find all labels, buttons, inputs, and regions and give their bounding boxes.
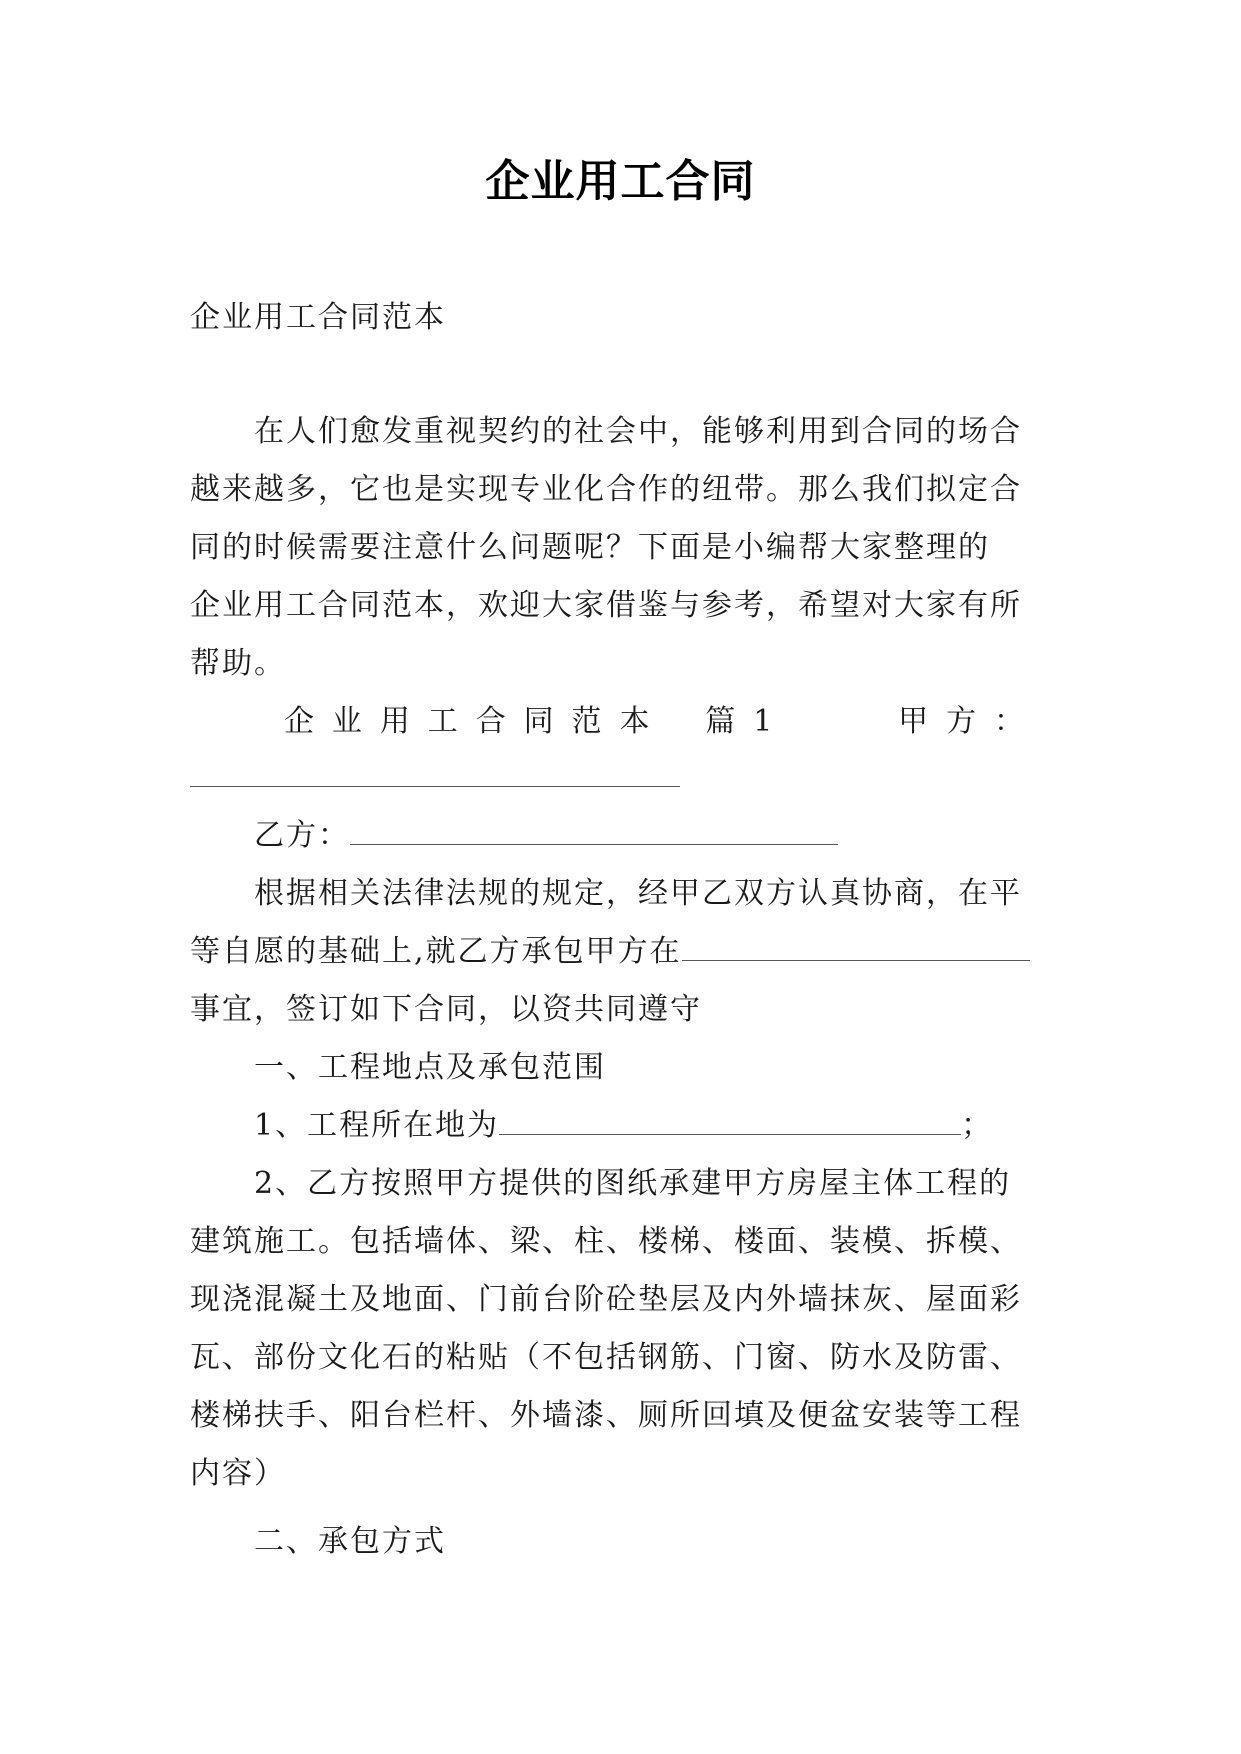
item2-line-2: 建筑施工。包括墙体、梁、柱、楼梯、楼面、装模、拆模、	[190, 1224, 1022, 1259]
document-title: 企业用工合同	[485, 156, 756, 207]
heading-char: 工	[427, 704, 458, 739]
heading-char: 用	[379, 704, 410, 739]
heading-char: 业	[331, 704, 362, 739]
heading-char: 范	[571, 704, 602, 739]
heading-char: 1	[753, 704, 773, 739]
basis-line-3: 事宜，签订如下合同，以资共同遵守	[190, 992, 702, 1027]
heading-char: 本	[619, 704, 650, 739]
item1-line	[254, 1104, 1050, 1148]
item1-end: ；	[961, 1108, 994, 1143]
section2-heading: 二、承包方式	[254, 1524, 446, 1559]
party-b-blank	[350, 814, 838, 845]
document-subtitle: 企业用工合同范本	[190, 300, 446, 335]
party-b-label: 乙方：	[254, 818, 350, 853]
heading-char: 篇	[705, 704, 736, 739]
intro-line-4: 企业用工合同范本，欢迎大家借鉴与参考，希望对大家有所	[190, 588, 1022, 623]
intro-line-5: 帮助。	[190, 646, 286, 681]
item2-line-4: 瓦、部份文化石的粘贴（不包括钢筋、门窗、防水及防雷、	[190, 1340, 1022, 1375]
basis-line-2-text: 等自愿的基础上,就乙方承包甲方在	[190, 934, 682, 969]
intro-line-1: 在人们愈发重视契约的社会中，能够利用到合同的场合	[254, 414, 1022, 449]
party-a-blank	[190, 786, 680, 787]
item2-line-3: 现浇混凝土及地面、门前台阶砼垫层及内外墙抹灰、屋面彩	[190, 1282, 1022, 1317]
project-blank	[682, 930, 1030, 961]
heading-char: 甲	[898, 704, 929, 739]
intro-line-3: 同的时候需要注意什么问题呢？下面是小编帮大家整理的	[190, 530, 990, 565]
item2-line-6: 内容）	[190, 1456, 286, 1491]
heading-char: 方	[946, 704, 977, 739]
intro-line-2: 越来越多，它也是实现专业化合作的纽带。那么我们拟定合	[190, 472, 1022, 507]
basis-line-2	[190, 930, 1050, 974]
party-b-line	[254, 814, 1050, 858]
heading-char: ：	[994, 704, 1024, 739]
item1-label: 1、工程所在地为	[254, 1108, 500, 1143]
heading-char: 同	[523, 704, 554, 739]
heading-char: 合	[475, 704, 506, 739]
location-blank	[499, 1104, 961, 1135]
chapter-heading	[284, 700, 1024, 744]
item2-line-5: 楼梯扶手、阳台栏杆、外墙漆、厕所回填及便盆安装等工程	[190, 1398, 1022, 1433]
heading-char: 企	[284, 704, 314, 739]
basis-line-1: 根据相关法律法规的规定，经甲乙双方认真协商，在平	[254, 876, 1022, 911]
item2-line-1: 2、乙方按照甲方提供的图纸承建甲方房屋主体工程的	[254, 1166, 1012, 1201]
section1-heading: 一、工程地点及承包范围	[254, 1050, 606, 1085]
